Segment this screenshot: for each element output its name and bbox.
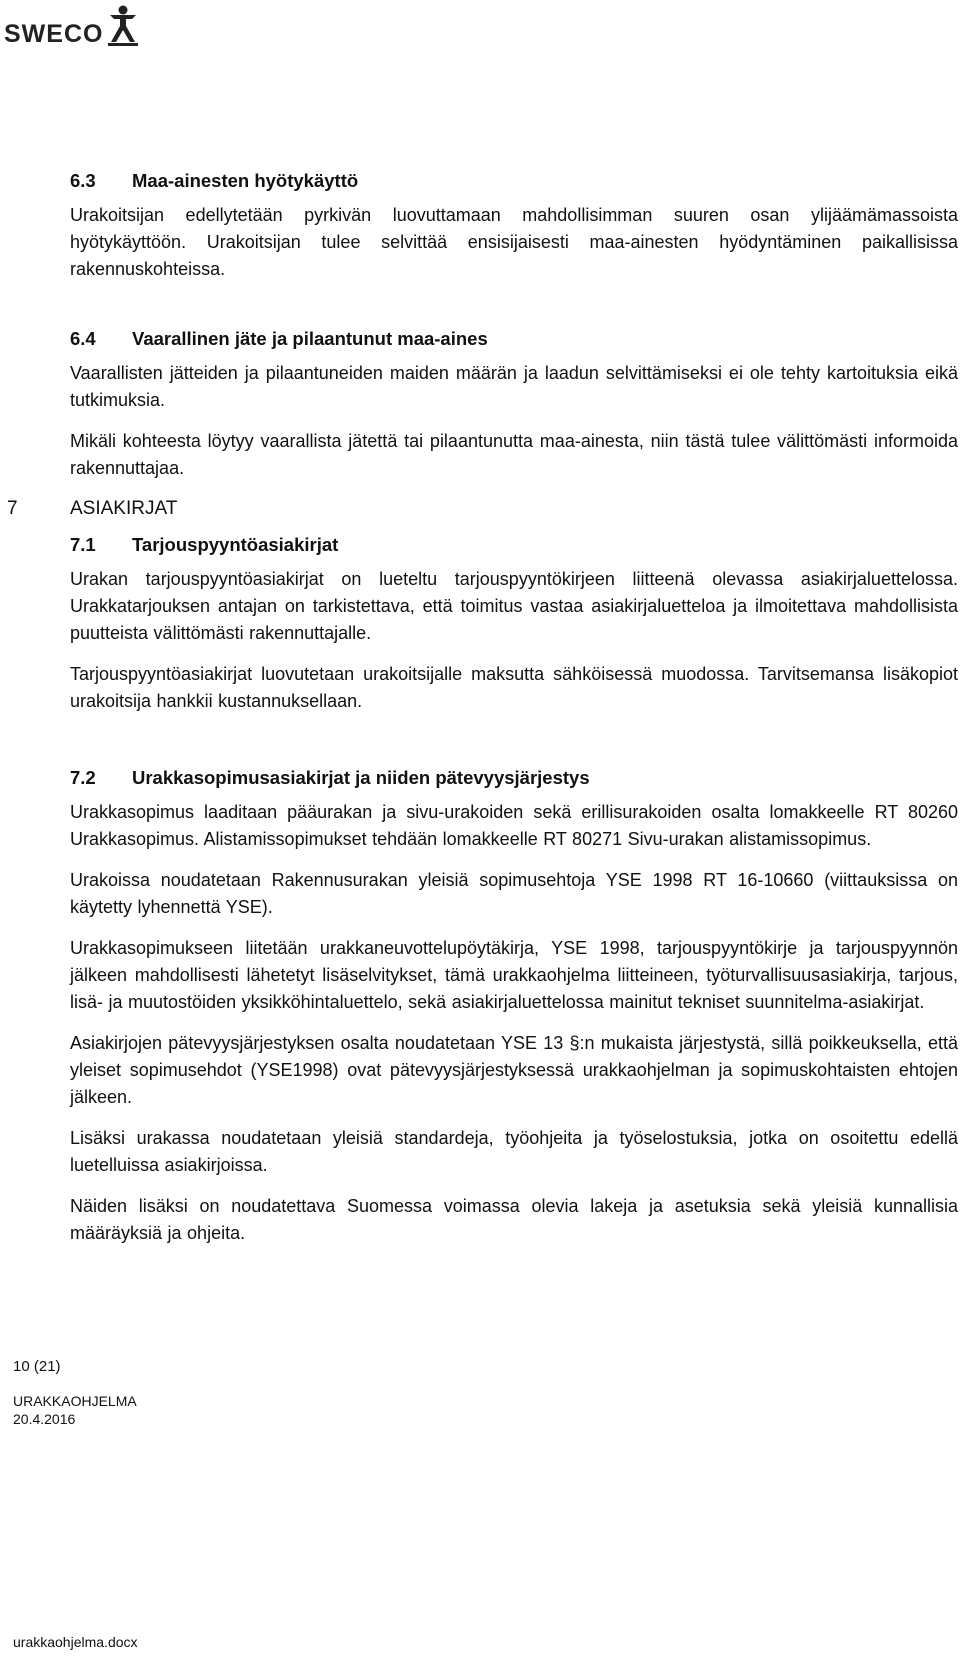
document-date: 20.4.2016	[13, 1411, 76, 1427]
paragraph: Urakkasopimus laaditaan pääurakan ja sivu-urakoiden sekä erillisurakoiden osalta lomakkeelle RT 80260 Urakkasopimus. Alistamissopimukset tehdään lomakkeelle RT 80271 Sivu-urakan alistamissopimus.	[70, 802, 958, 849]
company-logo	[4, 4, 141, 48]
paragraph: Urakoitsijan edellytetään pyrkivän luovuttamaan mahdollisimman suuren osan ylijäämämassoista hyötykäyttöön. Urakoitsijan tulee selvittää ensisijaisesti maa-ainesten hyödyntäminen paikallisissa rakennuskohteissa.	[70, 205, 958, 279]
section-title: Vaarallinen jäte ja pilaantunut maa-aines	[132, 328, 488, 349]
chapter-heading-7	[7, 496, 895, 522]
section-number: 7.2	[70, 767, 96, 788]
paragraph: Lisäksi urakassa noudatetaan yleisiä standardeja, työohjeita ja työselostuksia, jotka on osoitettu edellä luetelluissa asiakirjoissa.	[70, 1128, 958, 1175]
paragraph: Näiden lisäksi on noudatettava Suomessa voimassa olevia lakeja ja asetuksia sekä yleisiä kunnallisia määräyksiä ja ohjeita.	[70, 1196, 958, 1243]
document-body	[7, 168, 958, 1261]
section-heading-6-3	[70, 168, 958, 194]
sweco-figure-icon	[105, 4, 141, 48]
section-heading-7-1	[70, 532, 958, 558]
chapter-title: ASIAKIRJAT	[70, 498, 178, 519]
paragraph: Urakoissa noudatetaan Rakennusurakan yleisiä sopimusehtoja YSE 1998 RT 16-10660 (viittauksissa on käytetty lyhennettä YSE).	[70, 870, 958, 917]
chapter-number: 7	[7, 498, 18, 519]
paragraph: Tarjouspyyntöasiakirjat luovutetaan urakoitsijalle maksutta sähköisessä muodossa. Tarvitsemansa lisäkopiot urakoitsija hankkii kustannuksellaan.	[70, 664, 958, 711]
paragraph: Urakkasopimukseen liitetään urakkaneuvottelupöytäkirja, YSE 1998, tarjouspyyntökirje ja tarjouspyynnön jälkeen mahdollisesti lähetetyt lisäselvitykset, tämä urakkaohjelma liitteineen, työturvallisuusasiakirja, tarjous, lisä- ja muutostöiden yksikköhintaluettelo, sekä asiakirjaluettelossa mainitut tekniset suunnitelma-asiakirjat.	[70, 938, 958, 1012]
logo-text: SWECO	[4, 20, 104, 48]
section-number: 7.1	[70, 534, 96, 555]
section-heading-6-4	[70, 326, 958, 352]
file-name: urakkaohjelma.docx	[13, 1634, 138, 1650]
page-number: 10 (21)	[13, 1358, 61, 1375]
section-title: Tarjouspyyntöasiakirjat	[132, 534, 339, 555]
document-title: URAKKAOHJELMA	[13, 1393, 137, 1409]
section-title: Urakkasopimusasiakirjat ja niiden pätevyysjärjestys	[132, 767, 590, 788]
paragraph: Urakan tarjouspyyntöasiakirjat on lueteltu tarjouspyyntökirjeen liitteenä olevassa asiakirjaluettelossa. Urakkatarjouksen antajan on tarkistettava, että toimitus vastaa asiakirjaluetteloa ja ilmoitettava mahdollisista puutteista välittömästi rakennuttajalle.	[70, 569, 958, 643]
section-number: 6.4	[70, 328, 96, 349]
section-number: 6.3	[70, 170, 96, 191]
paragraph: Asiakirjojen pätevyysjärjestyksen osalta noudatetaan YSE 13 §:n mukaista järjestystä, sillä poikkeuksella, että yleiset sopimusehdot (YSE1998) ovat pätevyysjärjestyksessä urakkaohjelman ja sopimuskohtaisten ehtojen jälkeen.	[70, 1033, 958, 1107]
paragraph: Vaarallisten jätteiden ja pilaantuneiden maiden määrän ja laadun selvittämiseksi ei ole tehty kartoituksia eikä tutkimuksia.	[70, 363, 958, 410]
paragraph: Mikäli kohteesta löytyy vaarallista jätettä tai pilaantunutta maa-ainesta, niin tästä tulee välittömästi informoida rakennuttajaa.	[70, 431, 958, 478]
section-title: Maa-ainesten hyötykäyttö	[132, 170, 359, 191]
section-heading-7-2	[70, 765, 958, 791]
